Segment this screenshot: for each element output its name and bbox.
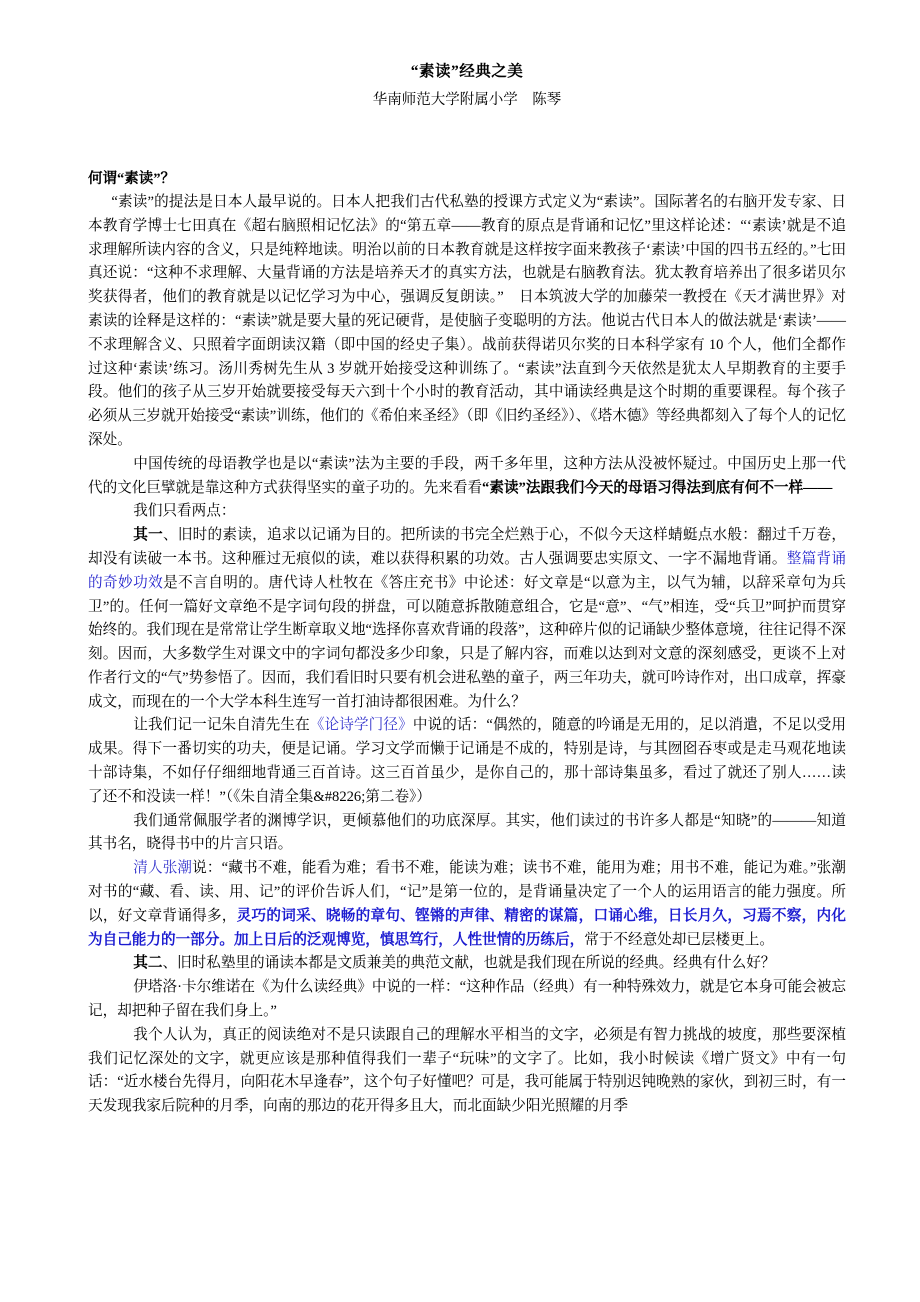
paragraph-2-emphasis: “素读”法跟我们今天的母语习得法到底有何不一样——	[482, 479, 833, 496]
paragraph-5-text-b: 中说的话：“偶然的，随意的吟诵是无用的，足以消遣，不足以受用成果。得下一番切实的功夫，便是记诵。学习文学而懒于记诵是不成的，特别是诗，与其囫囵吞枣或是走马观花地读十部诗集，不如仔仔细细地背通三百首诗。这三百首虽少，是你自己的，那十部诗集虽多，看过了就还了别人……读了还不和没读一样！”（《朱自清全集&#8226;第二卷》）	[88, 717, 846, 805]
paragraph-5-text-a: 让我们记一记朱自清先生在	[133, 717, 310, 734]
section-heading-1: 何谓“素读”？	[88, 171, 175, 188]
point-one-label: 其一	[133, 527, 163, 544]
paragraph-4-text-b: 是不言自明的。唐代诗人杜牧在《答庄充书》中论述：好文章是“以意为主，以气为辅，以辞采章句为兵卫”的。任何一篇好文章绝不是字词句段的拼盘，可以随意拆散随意组合，它是“意”、“气”相连，受“兵卫”呵护而贯穿始终的。我们现在是常常让学生断章取义地“选择你喜欢背诵的段落”，这种碎片似的记诵缺少整体意境，往往记得不深刻。因而，大多数学生对课文中的字词句都没多少印象，只是了解内容，而难以达到对文意的深刻感受，更谈不上对作者行文的“气”势参悟了。因而，我们看旧时只要有机会进私塾的童子，两三年功夫，就可吟诗作对，出口成章，挥豪成文，而现在的一个大学本科生连写一首打油诗都很困难。为什么？	[88, 574, 846, 710]
paragraph-4	[88, 524, 846, 714]
book-reference-lunshixuemenjing: 《论诗学门径》	[309, 717, 413, 734]
highlight-recitation-effect: 整篇背诵的奇妙功效	[88, 550, 846, 591]
point-two-label: 其二	[133, 955, 163, 972]
paragraph-6: 我们通常佩服学者的渊博学识，更倾慕他们的功底深厚。其实，他们读过的书许多人都是“知晓”的———知道其书名，晓得书中的片言只语。	[88, 812, 846, 853]
paragraph-7-text-a: 说：“藏书不难，能看为难；看书不难，能读为难；读书不难，能用为难；用书不难，能记为难。”张潮对书的“藏、看、读、用、记”的评价告诉人们，“记”是第一位的，是背诵量决定了一个人的运用语言的能力强度。所以，好文章背诵得多，	[88, 860, 846, 924]
paragraph-1: “素读”的提法是日本人最早说的。日本人把我们古代私塾的授课方式定义为“素读”。国际著名的右脑开发专家、日本教育学博士七田真在《超右脑照相记忆法》的“第五章——教育的原点是背诵和记忆”里这样论述：“‘素读’就是不追求理解所读内容的含义，只是纯粹地读。明治以前的日本教育就是这样按字面来教孩子‘素读’中国的四书五经的。”七田真还说：“这种不求理解、大量背诵的方法是培养天才的真实方法，也就是右脑教育法。犹太教育培养出了很多诺贝尔奖获得者，他们的教育就是以记忆学习为中心，强调反复朗读。” 日本筑波大学的加藤荣一教授在《天才满世界》对素读的诠释是这样的：“素读”就是要大量的死记硬背，是使脑子变聪明的方法。他说古代日本人的做法就是‘素读’——不求理解含义、只照着字面朗读汉籍（即中国的经史子集）。战前获得诺贝尔奖的日本科学家有 10 个人，他们全都作过这种‘素读’练习。汤川秀树先生从 3 岁就开始接受这种训练了。“素读”法直到今天依然是犹太人早期教育的主要手段。他们的孩子从三岁开始就要接受每天六到十个小时的教育活动，其中诵读经典是这个时期的重要课程。每个孩子必须从三岁就开始接受“素读”训练，他们的《希伯来圣经》（即《旧约圣经》）、《塔木德》等经典都刻入了每个人的记忆深处。	[88, 193, 846, 448]
paragraph-8-text: 、旧时私塾里的诵读本都是文质兼美的典范文献，也就是我们现在所说的经典。经典有什么好？	[162, 955, 776, 972]
paragraph-2	[88, 453, 846, 501]
document-content	[88, 0, 846, 1119]
page-title: “素读”经典之美	[410, 63, 524, 80]
paragraph-10: 我个人认为，真正的阅读绝对不是只读跟自己的理解水平相当的文字，必须是有智力挑战的坡度，那些要深植我们记忆深处的文字，就更应该是那种值得我们一辈子“玩味”的文字了。比如，我小时候读《增广贤文》中有一句话：“近水楼台先得月，向阳花木早逢春”，这个句子好懂吧？可是，我可能属于特别迟钝晚熟的家伙，到初三时，有一天发现我家后院种的月季，向南的那边的花开得多且大，而北面缺少阳光照耀的月季	[88, 1026, 846, 1115]
paragraph-3: 我们只看两点：	[133, 503, 236, 520]
paragraph-7-text-b: 常于不经意处却已层楼更上。	[584, 931, 774, 948]
author-byline: 华南师范大学附属小学 陈琴	[372, 91, 562, 108]
paragraph-7-blue-emphasis: 灵巧的词采、晓畅的章句、铿锵的声律、精密的谋篇，口诵心维，日长月久，习焉不察，内化为自己能力的一部分。加上日后的泛观博览，慎思笃行，人性世情的历练后，	[88, 907, 846, 948]
paragraph-2-text: 中国传统的母语教学也是以“素读”法为主要的手段，两千多年里，这种方法从没被怀疑过。中国历史上那一代代的文化巨擘就是靠这种方式获得坚实的童子功的。先来看看	[88, 455, 846, 496]
paragraph-9: 伊塔洛·卡尔维诺在《为什么读经典》中说的一样：“这种作品（经典）有一种特殊效力，就是它本身可能会被忘记，却把种子留在我们身上。”	[88, 979, 846, 1020]
paragraph-7	[88, 857, 846, 952]
paragraph-4-text-a: 、旧时的素读，追求以记诵为目的。把所读的书完全烂熟于心，不似今天这样蜻蜓点水般：翻过千万卷，却没有读破一本书。这种雁过无痕似的读，难以获得积累的功效。古人强调要忠实原文、一字不漏地背诵。	[88, 527, 846, 567]
paragraph-8	[88, 952, 846, 976]
paragraph-5	[88, 714, 846, 809]
person-reference-zhangchao: 清人张潮	[133, 860, 193, 877]
